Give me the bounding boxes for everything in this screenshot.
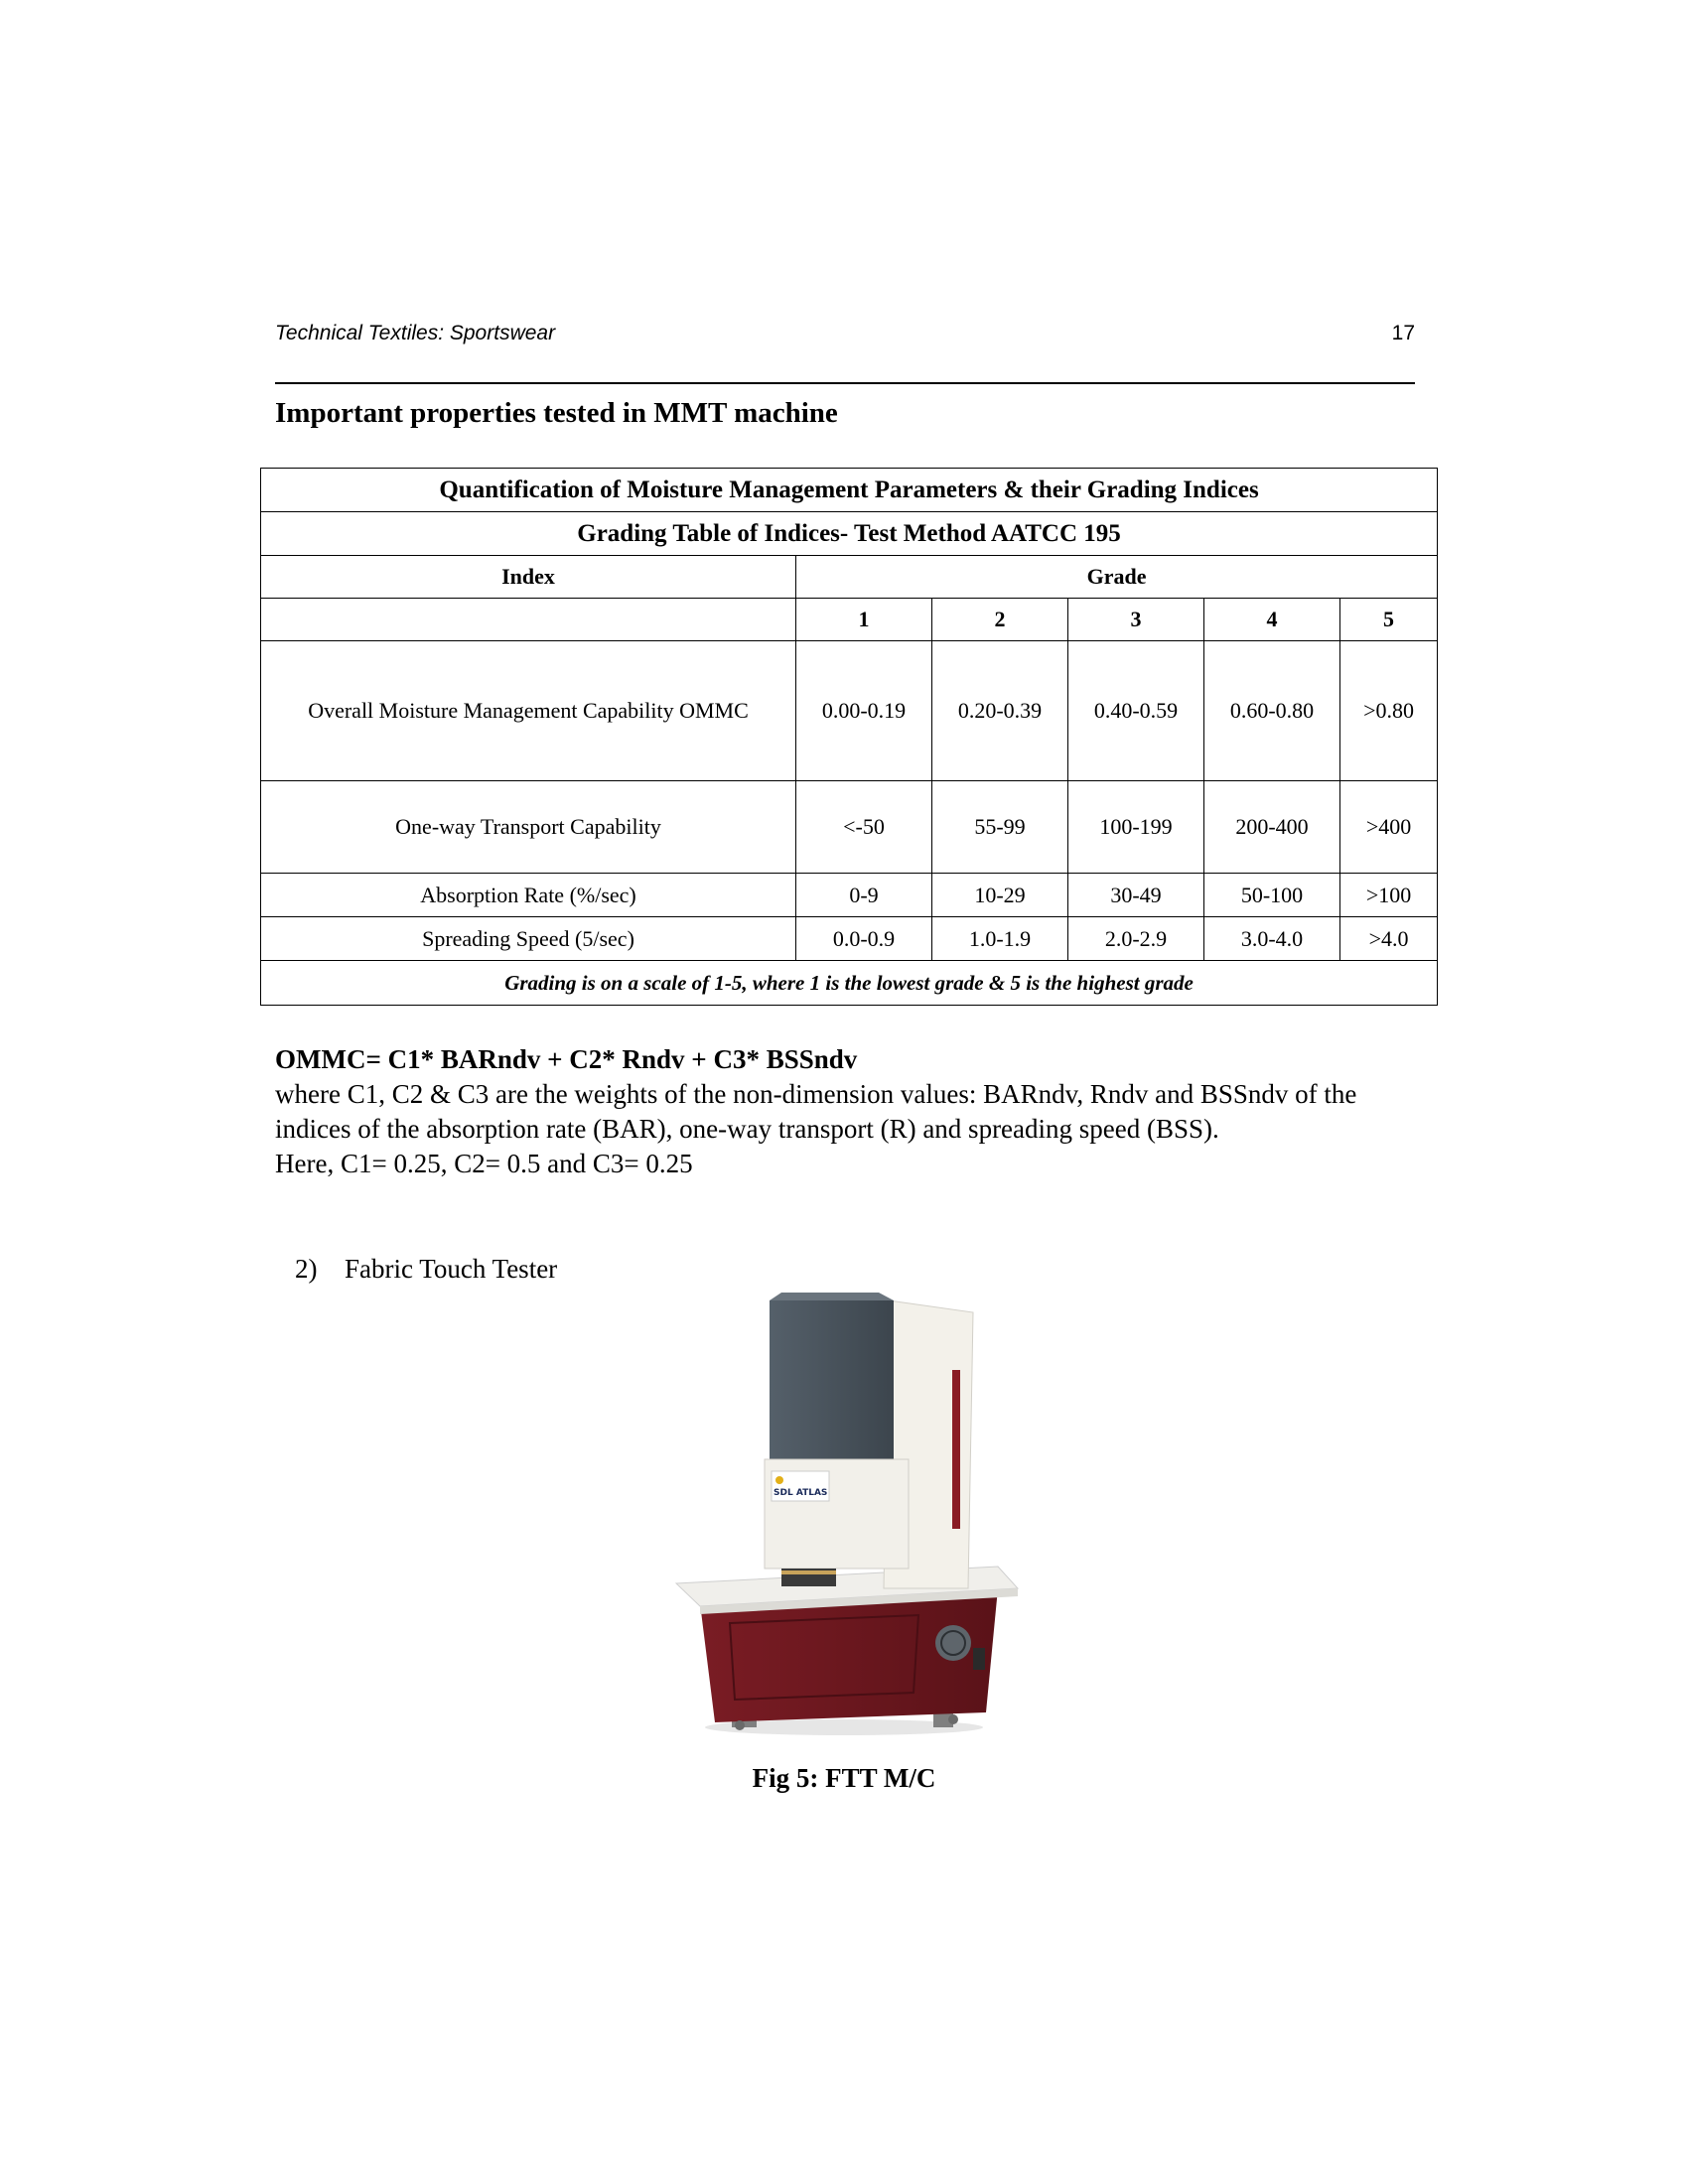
table-row xyxy=(261,874,1438,917)
page-number: 17 xyxy=(1391,322,1415,344)
list-item xyxy=(295,1254,557,1285)
grade-value: 55-99 xyxy=(932,781,1068,874)
grade-value: 0.40-0.59 xyxy=(1068,641,1204,781)
running-header xyxy=(275,322,1415,351)
grade-value: 0.20-0.39 xyxy=(932,641,1068,781)
col-header-index: Index xyxy=(261,556,796,599)
grade-value: 30-49 xyxy=(1068,874,1204,917)
table-row xyxy=(261,781,1438,874)
table-row xyxy=(261,917,1438,961)
grade-number: 5 xyxy=(1340,599,1438,641)
header-rule xyxy=(275,382,1415,384)
grade-value: 200-400 xyxy=(1204,781,1340,874)
table-footnote: Grading is on a scale of 1-5, where 1 is the lowest grade & 5 is the highest grade xyxy=(261,961,1438,1006)
section-heading: Important properties tested in MMT machine xyxy=(275,397,838,429)
grade-number: 4 xyxy=(1204,599,1340,641)
figure-logo-text: SDL ATLAS xyxy=(774,1488,828,1498)
weight-constants: Here, C1= 0.25, C2= 0.5 and C3= 0.25 xyxy=(275,1149,693,1178)
grade-number: 3 xyxy=(1068,599,1204,641)
grade-value: >0.80 xyxy=(1340,641,1438,781)
empty-cell xyxy=(261,599,796,641)
grade-value: 1.0-1.9 xyxy=(932,917,1068,961)
index-label: One-way Transport Capability xyxy=(261,781,796,874)
grade-value: 0.60-0.80 xyxy=(1204,641,1340,781)
table-row xyxy=(261,641,1438,781)
col-header-grade: Grade xyxy=(796,556,1438,599)
grading-table xyxy=(260,468,1438,1006)
running-title: Technical Textiles: Sportswear xyxy=(275,322,556,344)
table-subtitle: Grading Table of Indices- Test Method AATCC 195 xyxy=(261,512,1438,556)
table-title: Quantification of Moisture Management Parameters & their Grading Indices xyxy=(261,469,1438,512)
grade-value: 0.00-0.19 xyxy=(796,641,932,781)
grade-number: 1 xyxy=(796,599,932,641)
grade-value: 10-29 xyxy=(932,874,1068,917)
ftt-machine-image xyxy=(670,1291,1028,1747)
ommc-formula: OMMC= C1* BARndv + C2* Rndv + C3* BSSndv xyxy=(275,1044,858,1074)
body-text xyxy=(275,1042,1417,1181)
index-label: Overall Moisture Management Capability OMMC xyxy=(261,641,796,781)
grade-value: >100 xyxy=(1340,874,1438,917)
grade-value: 2.0-2.9 xyxy=(1068,917,1204,961)
index-label: Absorption Rate (%/sec) xyxy=(261,874,796,917)
list-text: Fabric Touch Tester xyxy=(345,1254,558,1284)
list-number: 2) xyxy=(295,1254,318,1284)
grade-number: 2 xyxy=(932,599,1068,641)
grade-value: <-50 xyxy=(796,781,932,874)
grade-value: 100-199 xyxy=(1068,781,1204,874)
formula-explanation: where C1, C2 & C3 are the weights of the non-dimension values: BARndv, Rndv and BSSndv of the indices of the absorption rate (BAR), one-way transport (R) and spreading speed (BSS). xyxy=(275,1079,1357,1144)
grade-value: >400 xyxy=(1340,781,1438,874)
index-label: Spreading Speed (5/sec) xyxy=(261,917,796,961)
grade-value: 0-9 xyxy=(796,874,932,917)
grade-value: 0.0-0.9 xyxy=(796,917,932,961)
grade-value: >4.0 xyxy=(1340,917,1438,961)
figure-caption: Fig 5: FTT M/C xyxy=(752,1763,936,1793)
grade-value: 3.0-4.0 xyxy=(1204,917,1340,961)
grade-value: 50-100 xyxy=(1204,874,1340,917)
